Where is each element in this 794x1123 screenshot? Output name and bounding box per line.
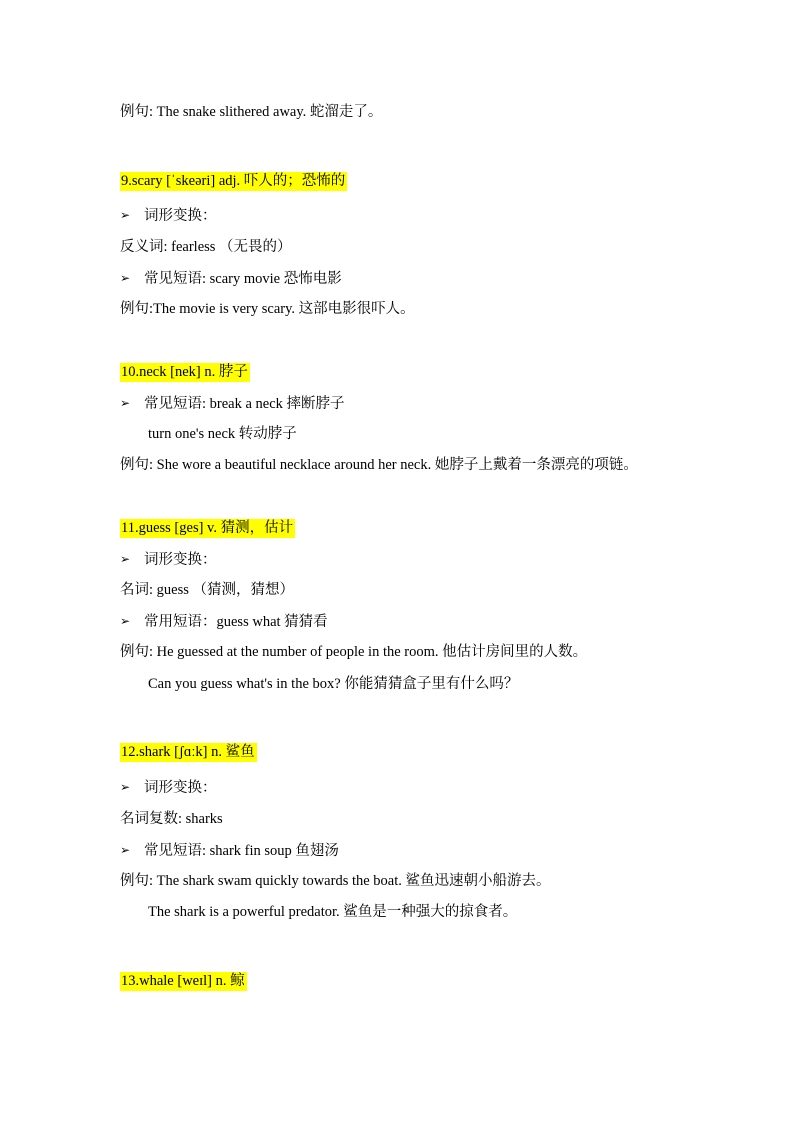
arrow-bullet-icon: ➢ bbox=[120, 614, 131, 628]
entry-heading-whale bbox=[120, 971, 247, 991]
example-continuation: Can you guess what's in the box? 你能猜猜盒子里有什么吗？ bbox=[148, 676, 519, 692]
example-sentence: 例句: The shark swam quickly towards the boat. 鲨鱼迅速朝小船游去。 bbox=[120, 873, 551, 889]
word-form: 名词复数: sharks bbox=[120, 811, 223, 827]
word-form: 反义词: fearless （无畏的） bbox=[120, 239, 292, 255]
arrow-bullet-icon: ➢ bbox=[120, 552, 131, 566]
entry-heading-shark bbox=[120, 742, 257, 762]
entry-heading-guess bbox=[120, 518, 295, 538]
highlight: 9.scary [ˈskeəri] adj. 吓人的；恐怖的 bbox=[121, 173, 346, 189]
example-sentence: 例句: The snake slithered away. 蛇溜走了。 bbox=[120, 104, 383, 120]
bullet-item: ➢ 词形变换： bbox=[120, 549, 217, 570]
arrow-bullet-icon: ➢ bbox=[120, 208, 131, 222]
bullet-item: ➢ 常见短语: scary movie 恐怖电影 bbox=[120, 268, 342, 289]
entry-heading-neck bbox=[120, 362, 250, 382]
arrow-bullet-icon: ➢ bbox=[120, 271, 131, 285]
example-sentence: 例句:The movie is very scary. 这部电影很吓人。 bbox=[120, 301, 415, 317]
highlight: 10.neck [nek] n. 脖子 bbox=[121, 364, 248, 380]
highlight: 12.shark [ʃɑːk] n. 鲨鱼 bbox=[121, 744, 255, 760]
entry-heading-scary bbox=[120, 171, 347, 191]
example-sentence: 例句: He guessed at the number of people in the room. 他估计房间里的人数。 bbox=[120, 644, 588, 660]
arrow-bullet-icon: ➢ bbox=[120, 780, 131, 794]
bullet-item: ➢ 词形变换： bbox=[120, 205, 217, 226]
bullet-item: ➢ 常用短语：guess what 猜猜看 bbox=[120, 611, 328, 632]
highlight: 11.guess [ges] v. 猜测，估计 bbox=[121, 520, 294, 536]
bullet-item: ➢ 常见短语: break a neck 摔断脖子 bbox=[120, 393, 345, 414]
phrase-continuation: turn one's neck 转动脖子 bbox=[148, 426, 297, 442]
example-continuation: The shark is a powerful predator. 鲨鱼是一种强大的掠食者。 bbox=[148, 904, 518, 920]
bullet-item: ➢ 常见短语: shark fin soup 鱼翅汤 bbox=[120, 840, 339, 861]
highlight: 13.whale [weɪl] n. 鲸 bbox=[121, 973, 245, 989]
word-form: 名词: guess （猜测，猜想） bbox=[120, 582, 294, 598]
example-sentence: 例句: She wore a beautiful necklace around her neck. 她脖子上戴着一条漂亮的项链。 bbox=[120, 457, 638, 473]
arrow-bullet-icon: ➢ bbox=[120, 843, 131, 857]
bullet-item: ➢ 词形变换： bbox=[120, 777, 217, 798]
arrow-bullet-icon: ➢ bbox=[120, 396, 131, 410]
